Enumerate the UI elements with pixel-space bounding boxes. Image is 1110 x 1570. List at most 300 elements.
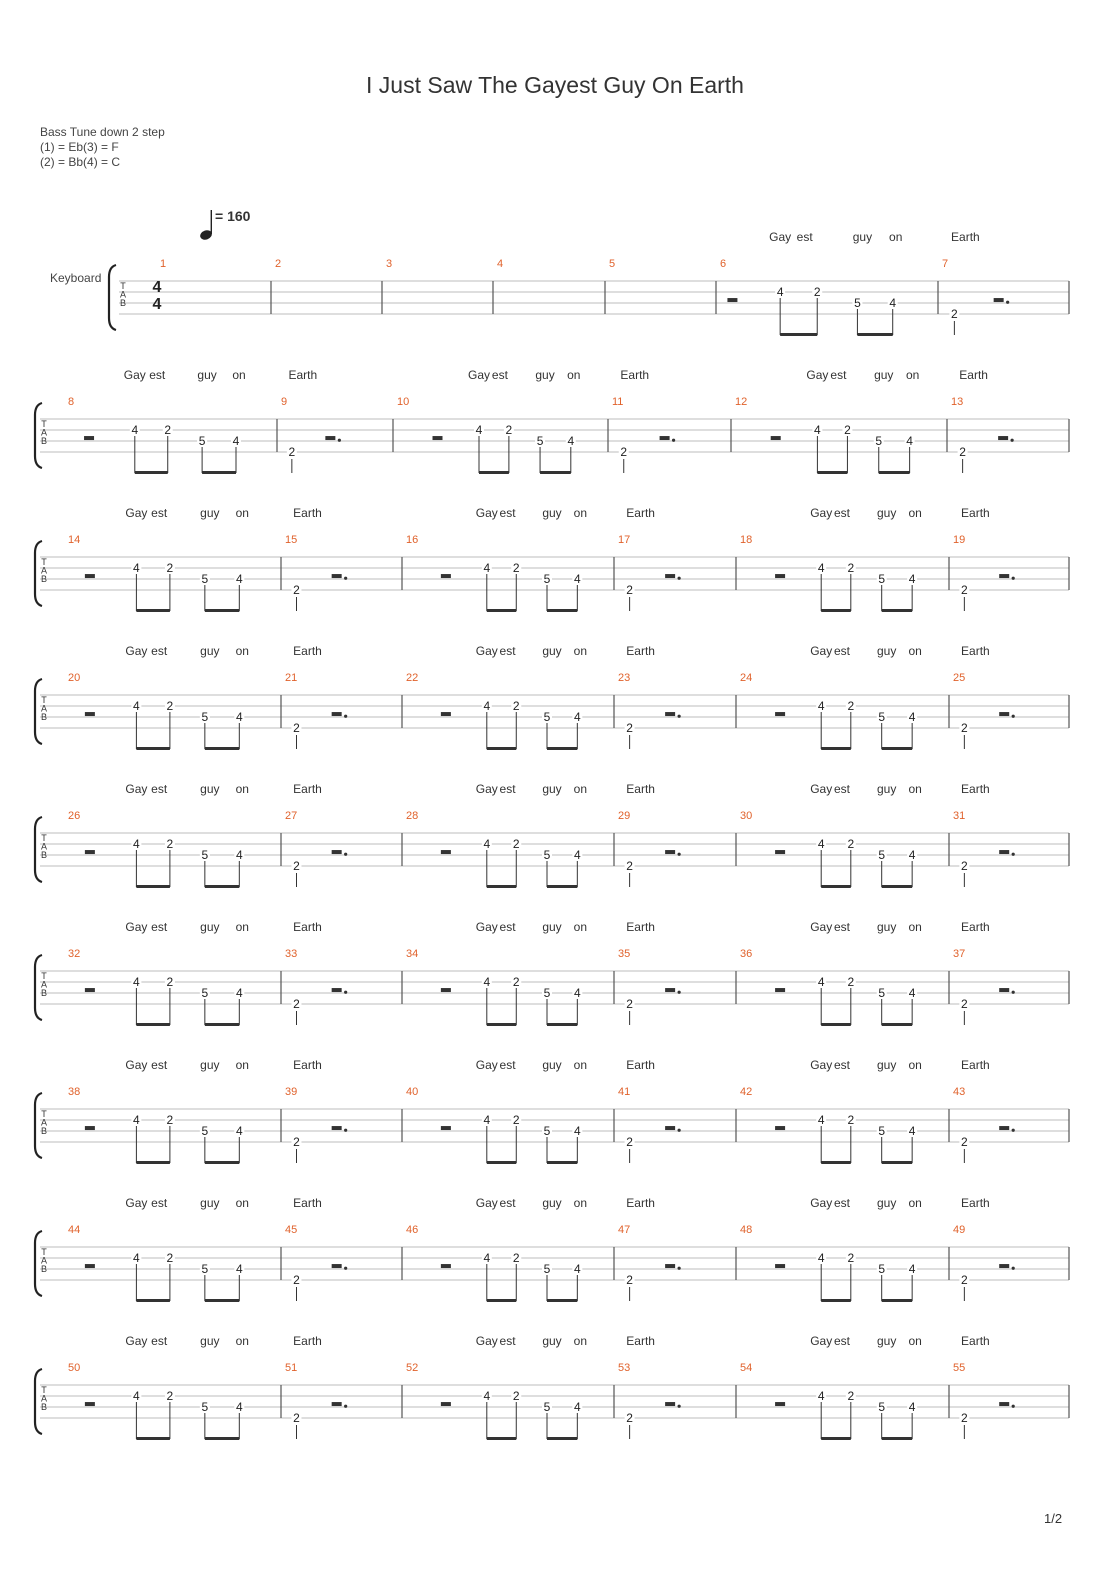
lyric-syllable: Gay <box>810 1058 833 1072</box>
half-rest <box>775 1126 785 1130</box>
lyric-syllable: on <box>573 506 588 520</box>
lyric-syllable: guy <box>877 782 897 796</box>
fret-number: 2 <box>626 583 633 597</box>
fret-number: 4 <box>817 1113 825 1127</box>
measure-number: 50 <box>68 1362 81 1374</box>
measure-number: 44 <box>68 1224 81 1236</box>
fret-number: 5 <box>878 848 886 862</box>
dotted-half-rest <box>999 712 1009 716</box>
lyric-syllable: Gay <box>475 920 498 934</box>
lyric-syllable: Gay <box>125 1058 148 1072</box>
fret-number: 2 <box>166 975 174 989</box>
fret-number: 5 <box>201 986 209 1000</box>
lyric-syllable: guy <box>200 920 220 934</box>
eighth-beam <box>882 1161 912 1164</box>
eighth-beam <box>817 471 847 474</box>
measure-number: 35 <box>618 948 631 960</box>
fret-number: 4 <box>817 699 825 713</box>
fret-number: 4 <box>133 1389 140 1403</box>
dotted-half-rest <box>994 298 1004 302</box>
lyric-syllable: Earth <box>961 1196 990 1210</box>
tab-clef-letter: A <box>119 289 127 300</box>
measure-number: 48 <box>740 1224 753 1236</box>
fret-number: 5 <box>536 434 544 448</box>
lyric-syllable: Gay <box>810 1196 833 1210</box>
fret-number: 4 <box>908 710 916 724</box>
measure-number: 3 <box>386 258 393 270</box>
lyric-syllable: est <box>499 1058 516 1072</box>
lyric-syllable: est <box>151 1196 168 1210</box>
eighth-beam <box>882 885 912 888</box>
fret-number: 4 <box>475 423 483 437</box>
rest-dot <box>678 1267 681 1270</box>
rest-dot <box>672 439 675 442</box>
lyric-syllable: guy <box>200 1196 220 1210</box>
lyric-syllable: on <box>573 920 588 934</box>
measure-number: 22 <box>406 672 419 684</box>
rest-dot <box>344 1129 347 1132</box>
lyric-syllable: on <box>567 368 581 382</box>
half-rest <box>775 850 785 854</box>
lyric-syllable: Gay <box>467 368 491 382</box>
eighth-beam <box>547 747 577 750</box>
dotted-half-rest <box>999 988 1009 992</box>
fret-number: 4 <box>817 837 825 851</box>
measure-number: 5 <box>609 258 616 270</box>
fret-number: 2 <box>293 1273 300 1287</box>
measure-number: 31 <box>953 810 966 822</box>
fret-number: 2 <box>166 561 174 575</box>
half-rest <box>441 1126 451 1130</box>
lyric-syllable: Earth <box>288 368 318 382</box>
rest-dot <box>338 439 341 442</box>
measure-number: 1 <box>160 258 167 270</box>
rest-dot <box>678 1129 681 1132</box>
eighth-beam <box>487 1437 516 1440</box>
fret-number: 4 <box>908 1124 916 1138</box>
lyric-syllable: Earth <box>293 920 322 934</box>
lyric-syllable: Earth <box>951 230 980 244</box>
eighth-beam <box>136 1437 169 1440</box>
fret-number: 2 <box>620 445 628 459</box>
lyric-syllable: on <box>573 1058 588 1072</box>
lyric-syllable: Earth <box>293 782 322 796</box>
dotted-half-rest <box>332 1126 342 1130</box>
lyric-syllable: guy <box>877 1334 897 1348</box>
lyric-syllable: est <box>833 1334 851 1348</box>
half-rest <box>441 574 451 578</box>
rest-dot <box>344 853 347 856</box>
eighth-beam <box>136 885 169 888</box>
measure-number: 27 <box>285 810 298 822</box>
eighth-beam <box>202 471 236 474</box>
eighth-beam <box>780 333 817 336</box>
eighth-beam <box>205 747 239 750</box>
lyric-syllable: Gay <box>475 1058 498 1072</box>
tab-clef-letter: B <box>40 1126 48 1136</box>
eighth-beam <box>547 1299 577 1302</box>
fret-number: 2 <box>961 859 968 873</box>
rest-dot <box>1012 1405 1015 1408</box>
tempo-marking: = 160 <box>215 208 251 224</box>
fret-number: 4 <box>908 986 916 1000</box>
tab-clef-letter: A <box>40 979 48 990</box>
rest-dot <box>344 1267 347 1270</box>
eighth-beam <box>821 1161 851 1164</box>
fret-number: 2 <box>505 423 513 437</box>
fret-number: 4 <box>483 837 491 851</box>
fret-number: 5 <box>543 1124 551 1138</box>
rest-dot <box>1011 439 1014 442</box>
lyric-syllable: on <box>573 644 588 658</box>
fret-number: 2 <box>951 307 958 321</box>
fret-number: 5 <box>878 1262 886 1276</box>
lyric-syllable: on <box>232 368 246 382</box>
fret-number: 4 <box>483 975 491 989</box>
half-rest <box>84 436 94 440</box>
fret-number: 4 <box>483 1113 491 1127</box>
fret-number: 4 <box>232 434 240 448</box>
eighth-beam <box>205 1161 239 1164</box>
fret-number: 2 <box>626 1135 633 1149</box>
fret-number: 2 <box>626 1273 633 1287</box>
eighth-beam <box>882 1299 912 1302</box>
fret-number: 2 <box>961 1135 968 1149</box>
fret-number: 5 <box>878 986 886 1000</box>
lyric-syllable: guy <box>200 782 220 796</box>
measure-number: 43 <box>953 1086 966 1098</box>
lyric-syllable: Gay <box>475 506 498 520</box>
half-rest <box>85 1126 95 1130</box>
lyric-syllable: Gay <box>810 506 833 520</box>
measure-number: 49 <box>953 1224 966 1236</box>
lyric-syllable: Gay <box>125 506 148 520</box>
eighth-beam <box>821 747 851 750</box>
lyric-syllable: Earth <box>961 782 990 796</box>
lyric-syllable: on <box>908 506 922 520</box>
measure-number: 21 <box>285 672 298 684</box>
tab-clef-letter: A <box>40 1255 48 1266</box>
lyric-syllable: Gay <box>125 782 148 796</box>
rest-dot <box>344 991 347 994</box>
lyric-syllable: on <box>235 506 249 520</box>
tuning-header: Bass Tune down 2 step <box>40 125 165 139</box>
measure-number: 46 <box>406 1224 419 1236</box>
tab-clef-letter: A <box>40 565 48 576</box>
rest-dot <box>1006 301 1009 304</box>
lyric-syllable: est <box>499 920 516 934</box>
lyric-syllable: on <box>235 1196 249 1210</box>
lyric-syllable: on <box>235 1334 249 1348</box>
lyric-syllable: Earth <box>293 506 322 520</box>
eighth-beam <box>205 1299 239 1302</box>
song-title: I Just Saw The Gayest Guy On Earth <box>366 72 744 98</box>
lyric-syllable: Earth <box>626 782 655 796</box>
dotted-half-rest <box>665 1402 675 1406</box>
lyric-syllable: Gay <box>125 1196 148 1210</box>
lyric-syllable: est <box>151 920 168 934</box>
half-rest <box>775 1402 785 1406</box>
lyric-syllable: Gay <box>810 920 833 934</box>
lyric-syllable: Earth <box>626 644 655 658</box>
fret-number: 4 <box>908 1262 916 1276</box>
half-rest <box>727 298 737 302</box>
fret-number: 4 <box>817 1389 825 1403</box>
lyric-syllable: on <box>908 920 922 934</box>
eighth-beam <box>136 1161 169 1164</box>
tab-clef-letter: T <box>41 557 47 567</box>
fret-number: 4 <box>573 986 581 1000</box>
half-rest <box>85 712 95 716</box>
lyric-syllable: est <box>499 644 516 658</box>
eighth-beam <box>136 1023 169 1026</box>
lyric-syllable: Gay <box>475 1334 498 1348</box>
dotted-half-rest <box>999 1126 1009 1130</box>
tab-clef-letter: T <box>41 1247 47 1257</box>
fret-number: 2 <box>847 699 855 713</box>
fret-number: 4 <box>573 1124 581 1138</box>
lyric-syllable: on <box>235 782 249 796</box>
rest-dot <box>678 1405 681 1408</box>
dotted-half-rest <box>665 712 675 716</box>
dotted-half-rest <box>999 850 1009 854</box>
lyric-syllable: on <box>573 1334 588 1348</box>
fret-number: 4 <box>235 710 243 724</box>
eighth-beam <box>135 471 168 474</box>
tab-clef-letter: A <box>40 1393 48 1404</box>
fret-number: 4 <box>908 572 916 586</box>
half-rest <box>85 1402 95 1406</box>
fret-number: 4 <box>483 561 491 575</box>
half-rest <box>433 436 443 440</box>
lyric-syllable: Earth <box>961 506 990 520</box>
dotted-half-rest <box>332 988 342 992</box>
fret-number: 2 <box>166 1389 174 1403</box>
eighth-beam <box>487 609 516 612</box>
fret-number: 4 <box>133 837 140 851</box>
fret-number: 5 <box>201 1124 209 1138</box>
fret-number: 2 <box>512 1113 520 1127</box>
half-rest <box>441 1264 451 1268</box>
dotted-half-rest <box>665 1264 675 1268</box>
lyric-syllable: Earth <box>293 1196 322 1210</box>
tab-clef-letter: B <box>40 1402 48 1412</box>
measure-number: 52 <box>406 1362 419 1374</box>
measure-number: 2 <box>275 258 282 270</box>
tab-clef-letter: B <box>40 436 48 446</box>
tab-clef-letter: B <box>40 850 48 860</box>
tab-clef-letter: T <box>41 419 47 429</box>
lyric-syllable: Gay <box>810 644 833 658</box>
lyric-syllable: Gay <box>810 1334 833 1348</box>
fret-number: 5 <box>201 1400 209 1414</box>
eighth-beam <box>882 1023 912 1026</box>
lyric-syllable: on <box>908 1196 922 1210</box>
lyric-syllable: Earth <box>959 368 988 382</box>
measure-number: 16 <box>406 534 419 546</box>
lyric-syllable: Earth <box>626 920 655 934</box>
rest-dot <box>344 1405 347 1408</box>
fret-number: 2 <box>961 721 968 735</box>
dotted-half-rest <box>325 436 335 440</box>
fret-number: 2 <box>844 423 851 437</box>
eighth-beam <box>547 1161 577 1164</box>
fret-number: 4 <box>235 1262 243 1276</box>
lyric-syllable: est <box>151 1334 168 1348</box>
lyric-syllable: Gay <box>769 230 792 244</box>
rest-dot <box>1012 1129 1015 1132</box>
lyric-syllable: guy <box>200 1058 220 1072</box>
lyric-syllable: Gay <box>475 782 498 796</box>
lyric-syllable: Gay <box>125 920 148 934</box>
lyric-syllable: guy <box>542 920 562 934</box>
tab-clef-letter: B <box>40 574 48 584</box>
dotted-half-rest <box>665 850 675 854</box>
fret-number: 4 <box>814 423 821 437</box>
lyric-syllable: est <box>830 368 847 382</box>
fret-number: 5 <box>878 1400 886 1414</box>
eighth-beam <box>547 609 577 612</box>
fret-number: 2 <box>512 1251 520 1265</box>
tab-clef-letter: B <box>119 298 127 308</box>
lyric-syllable: on <box>908 1334 922 1348</box>
rest-dot <box>1012 1267 1015 1270</box>
measure-number: 38 <box>68 1086 81 1098</box>
lyric-syllable: guy <box>542 1058 562 1072</box>
fret-number: 2 <box>961 1273 968 1287</box>
tab-clef-letter: A <box>40 1117 48 1128</box>
eighth-beam <box>479 471 509 474</box>
measure-number: 36 <box>740 948 753 960</box>
eighth-beam <box>487 885 516 888</box>
fret-number: 5 <box>543 986 551 1000</box>
page-number: 1/2 <box>1044 1511 1063 1526</box>
fret-number: 5 <box>543 572 551 586</box>
fret-number: 4 <box>483 1389 491 1403</box>
lyric-syllable: on <box>908 782 922 796</box>
fret-number: 2 <box>813 285 821 299</box>
fret-number: 4 <box>567 434 575 448</box>
lyric-syllable: est <box>499 506 516 520</box>
fret-number: 4 <box>235 986 243 1000</box>
tab-clef-letter: B <box>40 1264 48 1274</box>
half-rest <box>441 712 451 716</box>
lyric-syllable: guy <box>877 644 897 658</box>
eighth-beam <box>821 1299 851 1302</box>
fret-number: 4 <box>133 1251 140 1265</box>
measure-number: 47 <box>618 1224 631 1236</box>
fret-number: 4 <box>133 975 140 989</box>
lyric-syllable: guy <box>877 1196 897 1210</box>
fret-number: 5 <box>201 1262 209 1276</box>
eighth-beam <box>547 1023 577 1026</box>
half-rest <box>775 712 785 716</box>
measure-number: 24 <box>740 672 753 684</box>
rest-dot <box>1012 853 1015 856</box>
fret-number: 2 <box>512 1389 520 1403</box>
measure-number: 19 <box>953 534 966 546</box>
fret-number: 4 <box>131 423 139 437</box>
fret-number: 2 <box>288 445 296 459</box>
rest-dot <box>344 715 347 718</box>
measure-number: 9 <box>281 396 288 408</box>
lyric-syllable: on <box>235 1058 249 1072</box>
measure-number: 33 <box>285 948 298 960</box>
lyric-syllable: guy <box>197 368 217 382</box>
lyric-syllable: guy <box>535 368 555 382</box>
fret-number: 2 <box>959 445 966 459</box>
measure-number: 37 <box>953 948 966 960</box>
measure-number: 12 <box>735 396 748 408</box>
fret-number: 4 <box>573 1400 581 1414</box>
lyric-syllable: on <box>889 230 903 244</box>
system-bracket <box>109 265 116 330</box>
dotted-half-rest <box>665 988 675 992</box>
fret-number: 2 <box>961 1411 968 1425</box>
fret-number: 2 <box>164 423 172 437</box>
fret-number: 2 <box>293 721 300 735</box>
instrument-label: Keyboard <box>50 271 102 285</box>
lyric-syllable: Earth <box>293 1058 322 1072</box>
lyric-syllable: est <box>833 1058 851 1072</box>
eighth-beam <box>487 1299 516 1302</box>
lyric-syllable: Earth <box>626 1196 655 1210</box>
eighth-beam <box>857 333 892 336</box>
fret-number: 2 <box>512 837 520 851</box>
rest-dot <box>1012 991 1015 994</box>
fret-number: 4 <box>889 296 897 310</box>
measure-number: 10 <box>397 396 410 408</box>
tuning-string-2-4: (2) = Bb(4) = C <box>40 155 121 169</box>
eighth-beam <box>205 609 239 612</box>
dotted-half-rest <box>665 574 675 578</box>
tab-clef-letter: T <box>41 1385 47 1395</box>
lyric-syllable: est <box>151 644 168 658</box>
tab-clef-letter: T <box>41 833 47 843</box>
eighth-beam <box>136 1299 169 1302</box>
lyric-syllable: Earth <box>961 644 990 658</box>
lyric-syllable: Earth <box>626 1334 655 1348</box>
lyric-syllable: Earth <box>620 368 650 382</box>
fret-number: 2 <box>626 859 633 873</box>
measure-number: 7 <box>942 258 949 270</box>
dotted-half-rest <box>332 850 342 854</box>
tab-clef-letter: B <box>40 988 48 998</box>
fret-number: 4 <box>908 1400 916 1414</box>
eighth-beam <box>882 747 912 750</box>
eighth-beam <box>821 1437 851 1440</box>
tab-clef-letter: A <box>40 841 48 852</box>
fret-number: 4 <box>817 561 825 575</box>
fret-number: 4 <box>133 1113 140 1127</box>
rest-dot <box>1012 715 1015 718</box>
lyric-syllable: Earth <box>961 1058 990 1072</box>
fret-number: 4 <box>483 699 491 713</box>
tab-clef-letter: A <box>40 703 48 714</box>
lyric-syllable: est <box>491 368 508 382</box>
lyric-syllable: on <box>235 644 249 658</box>
dotted-half-rest <box>665 1126 675 1130</box>
fret-number: 2 <box>293 1135 300 1149</box>
fret-number: 4 <box>235 572 243 586</box>
fret-number: 2 <box>512 699 520 713</box>
measure-number: 30 <box>740 810 753 822</box>
tab-clef-letter: B <box>40 712 48 722</box>
measure-number: 42 <box>740 1086 753 1098</box>
measure-number: 17 <box>618 534 631 546</box>
fret-number: 2 <box>512 561 520 575</box>
half-rest <box>441 850 451 854</box>
